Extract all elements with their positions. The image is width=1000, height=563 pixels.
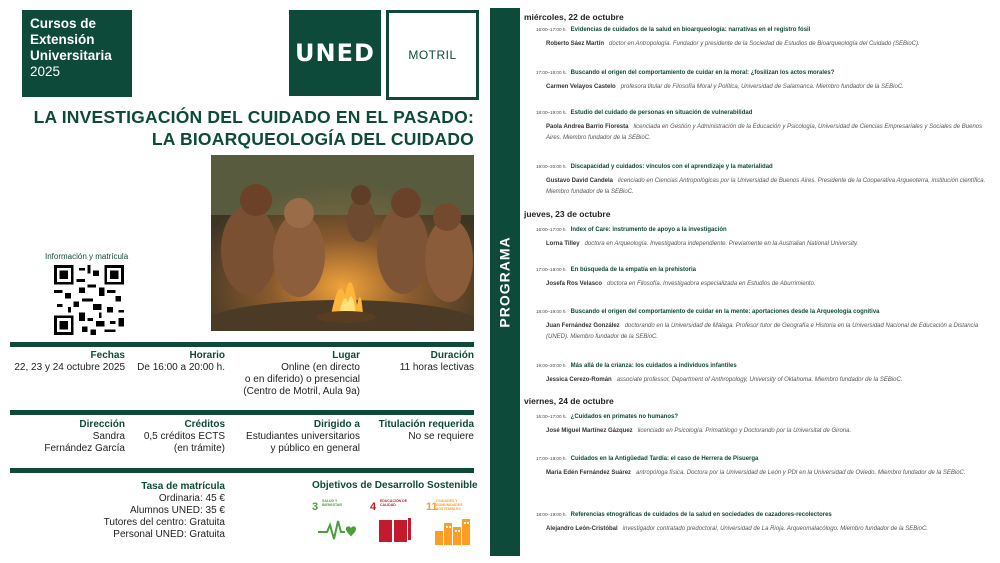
direccion-heading: Dirección xyxy=(79,419,125,430)
speaker-name: Juan Fernández González xyxy=(546,323,620,329)
programa-label: PROGRAMA xyxy=(497,236,514,328)
talk-item xyxy=(536,110,996,144)
day-heading: jueves, 23 de octubre xyxy=(524,209,611,219)
title-line-1: LA INVESTIGACIÓN DEL CUIDADO EN EL PASADO: xyxy=(33,107,474,127)
speaker-affiliation: doctora en Arqueología. Investigadora independiente. Previamente en la Australian National University. xyxy=(584,241,859,247)
duracion-value: 11 horas lectivas xyxy=(399,362,474,373)
speaker-name: Roberto Sáez Martín xyxy=(546,41,605,47)
uned-logo-text: UNED xyxy=(295,39,375,67)
talk-speaker xyxy=(536,426,996,437)
health-heartbeat-icon xyxy=(317,517,357,543)
talk-speaker xyxy=(536,468,996,479)
day-heading: viernes, 24 de octubre xyxy=(524,396,614,406)
talk-title: ¿Cuidados en primates no humanos? xyxy=(570,414,678,420)
fechas-cell xyxy=(10,350,125,374)
talk-title-row xyxy=(536,110,996,116)
sdg-11-label: CIUDADES Y COMUNIDADES SOSTENIBLES xyxy=(436,499,463,511)
day-heading: miércoles, 22 de octubre xyxy=(524,12,624,22)
talk-title: Discapacidad y cuidados: vínculos con el aprendizaje y la materialidad xyxy=(570,164,773,170)
talk-speaker xyxy=(536,279,996,290)
tasa-line-1: Ordinaria: 45 € xyxy=(158,493,225,504)
motril-logo-text: MOTRIL xyxy=(408,48,457,62)
speaker-affiliation: antropóloga física. Doctora por la Universidad de León y PDI en la Universidad de Oviedo. Miembro fundador de la SEBioC. xyxy=(636,470,966,476)
talk-title: En búsqueda de la empatía en la prehistoria xyxy=(570,267,697,273)
lugar-heading: Lugar xyxy=(332,350,360,361)
course-line-1: Cursos de xyxy=(30,16,97,31)
direccion-value-1: Sandra xyxy=(92,431,125,442)
talk-item xyxy=(536,414,996,437)
speaker-affiliation: doctor en Antropología. Fundador y presidente de la Sociedad de Estudios de Bioarqueología del Cuidado (SEBioC). xyxy=(609,41,920,47)
talk-time: 19:00–20:00 h. xyxy=(536,164,567,169)
talk-time: 16:00–17:00 h. xyxy=(536,227,567,232)
uned-logo xyxy=(289,10,381,96)
talk-item xyxy=(536,70,996,93)
talk-title: Buscando el origen del comportamiento de cuidar en la moral: ¿fosilizan los actos morales? xyxy=(570,70,835,76)
talk-item xyxy=(536,27,996,50)
tasa-heading: Tasa de matrícula xyxy=(141,481,225,492)
creditos-value-2: (en trámite) xyxy=(173,443,225,454)
talk-title-row xyxy=(536,309,996,315)
speaker-name: Alejandro León-Cristóbal xyxy=(546,526,618,532)
talk-title: Cuidados en la Antigüedad Tardía: el caso de Herrera de Pisuerga xyxy=(570,456,759,462)
divider-bar xyxy=(10,410,474,415)
title-line-2: LA BIOARQUEOLOGÍA DEL CUIDADO xyxy=(151,129,474,149)
talk-item xyxy=(536,164,996,198)
info-label: Información y matrícula xyxy=(45,252,129,261)
speaker-name: María Edén Fernández Suárez xyxy=(546,470,632,476)
titulacion-value: No se requiere xyxy=(408,431,474,442)
sdg-goal-4 xyxy=(370,497,422,547)
dirigido-value-2: y público en general xyxy=(270,443,360,454)
talk-title: Buscando el origen del comportamiento de cuidar en la mente: aportaciones desde la Arqueología cognitiva xyxy=(570,309,880,315)
duracion-heading: Duración xyxy=(430,350,474,361)
talk-time: 17:00–18:00 h. xyxy=(536,70,567,75)
speaker-affiliation: associate professor, Department of Anthropology, University of Oklahoma. Miembro fundador de la SEBioC. xyxy=(616,377,903,383)
motril-logo xyxy=(386,10,479,100)
talk-title: Más allá de la crianza: los cuidados a individuos infantiles xyxy=(570,363,737,369)
talk-item xyxy=(536,267,996,290)
course-year: 2025 xyxy=(30,64,61,79)
talk-title-row xyxy=(536,227,996,233)
course-badge xyxy=(22,10,132,97)
talk-title: Referencias etnográficas de cuidados de la salud en sociedades de cazadores-recolectores xyxy=(570,512,832,518)
sdg-3-number: 3 xyxy=(312,501,319,513)
speaker-affiliation: investigador contratado predoctoral, Universidad de La Rioja. Arqueomalacólogo. Miembro fundador de la SEBioC. xyxy=(622,526,928,532)
prehistoric-care-illustration xyxy=(211,155,474,331)
talk-title-row xyxy=(536,512,996,518)
fechas-value: 22, 23 y 24 octubre 2025 xyxy=(14,362,125,373)
sdg-goal-11 xyxy=(426,497,478,547)
talk-speaker xyxy=(536,321,996,343)
talk-title: Index of Care: instrumento de apoyo a la investigación xyxy=(570,227,727,233)
talk-time: 18:00–19:00 h. xyxy=(536,309,567,314)
talk-speaker xyxy=(536,39,996,50)
talk-title-row xyxy=(536,363,996,369)
lugar-value-2: o en diferido) o presencial xyxy=(244,374,360,385)
horario-heading: Horario xyxy=(189,350,225,361)
speaker-name: Lorna Tilley xyxy=(546,241,580,247)
titulacion-heading: Titulación requerida xyxy=(378,419,474,430)
sdg-title: Objetivos de Desarrollo Sostenible xyxy=(312,480,478,491)
talk-item xyxy=(536,456,996,479)
sdg-11-number: 11 xyxy=(426,501,438,513)
duracion-cell xyxy=(364,350,474,374)
sdg-4-number: 4 xyxy=(370,501,377,513)
direccion-value-2: Fernández García xyxy=(44,443,125,454)
speaker-name: Paola Andrea Barrio Fioresta xyxy=(546,124,629,130)
divider-bar xyxy=(10,468,474,473)
speaker-affiliation: doctora en Filosofía. Investigadora especializada en Estudios de Aburrimiento. xyxy=(607,281,816,287)
talk-item xyxy=(536,309,996,343)
course-line-2: Extensión xyxy=(30,32,95,47)
qr-code[interactable] xyxy=(54,265,124,335)
speaker-affiliation: doctorando en la Universidad de Málaga. Profesor tutor de Geografía e Historia en la Universidad Nacional de Educación a Distancia (UNED). Miembro fundador de la SEBioC. xyxy=(546,323,979,340)
lugar-cell xyxy=(228,350,360,398)
talk-time: 19:00–20:00 h. xyxy=(536,363,567,368)
fechas-heading: Fechas xyxy=(90,350,125,361)
talk-time: 16:00–17:00 h. xyxy=(536,414,567,419)
talk-time: 17:00–18:00 h. xyxy=(536,267,567,272)
dirigido-cell xyxy=(228,419,360,455)
tasa-line-2: Alumnos UNED: 35 € xyxy=(129,505,225,516)
talk-title-row xyxy=(536,27,996,33)
horario-value: De 16:00 a 20:00 h. xyxy=(137,362,225,373)
talk-title-row xyxy=(536,414,996,420)
talk-time: 16:00–17:00 h. xyxy=(536,27,567,32)
dirigido-value-1: Estudiantes universitarios xyxy=(246,431,360,442)
speaker-affiliation: licenciado en Ciencias Antropológicas por la Universidad de Buenos Aires. Presidente de la Cooperativa Arqueoterra, institución científica. Miembro fundador de la SEBioC. xyxy=(546,178,986,195)
talk-speaker xyxy=(536,524,996,535)
direccion-cell xyxy=(10,419,125,455)
talk-item xyxy=(536,363,996,386)
speaker-affiliation: profesora titular de Filosofía Moral y Política, Universidad de Salamanca. Miembro fundador de la SEBioC. xyxy=(620,84,904,90)
divider-bar xyxy=(10,342,474,347)
sdg-3-label: SALUD Y BIENESTAR xyxy=(322,499,342,507)
speaker-name: Jessica Cerezo-Román xyxy=(546,377,612,383)
speaker-affiliation: licenciada en Gestión y Administración de la Educación y Psicología, Universidad de Ciencias Empresariales y Sociales de Buenos Aires. Miembro fundador de la SEBioC. xyxy=(546,124,983,141)
speaker-name: Josefa Ros Velasco xyxy=(546,281,603,287)
sdg-4-label: EDUCACIÓN DE CALIDAD xyxy=(380,499,408,507)
talk-speaker xyxy=(536,122,996,144)
talk-time: 18:00–19:00 h. xyxy=(536,110,567,115)
programa-label-wrap xyxy=(490,8,520,556)
dirigido-heading: Dirigido a xyxy=(313,419,360,430)
talk-time: 18:00–19:00 h. xyxy=(536,512,567,517)
tasa-line-3: Tutores del centro: Gratuita xyxy=(103,517,225,528)
horario-cell xyxy=(128,350,225,374)
creditos-value-1: 0,5 créditos ECTS xyxy=(143,431,225,442)
book-pencil-icon xyxy=(378,517,412,545)
page-title xyxy=(10,106,474,150)
tasa-cell xyxy=(10,481,225,541)
talk-item xyxy=(536,512,996,535)
talk-title: Estudio del cuidado de personas en situación de vulnerabilidad xyxy=(570,110,753,116)
titulacion-cell xyxy=(364,419,474,443)
talk-time: 17:00–18:00 h. xyxy=(536,456,567,461)
talk-title-row xyxy=(536,70,996,76)
talk-title-row xyxy=(536,164,996,170)
creditos-heading: Créditos xyxy=(184,419,225,430)
sdg-goal-3 xyxy=(312,497,364,547)
speaker-name: Gustavo David Candela xyxy=(546,178,614,184)
talk-title: Evidencias de cuidados de la salud en bioarqueología: narrativas en el registro fósil xyxy=(570,27,811,33)
speaker-name: José Miguel Martínez Gázquez xyxy=(546,428,633,434)
talk-speaker xyxy=(536,82,996,93)
talk-speaker xyxy=(536,176,996,198)
city-buildings-icon xyxy=(435,517,475,545)
speaker-affiliation: licenciado en Psicología. Primatólogo y Doctorando por la Universitat de Girona. xyxy=(637,428,852,434)
talk-speaker xyxy=(536,239,996,250)
lugar-value-1: Online (en directo xyxy=(281,362,360,373)
creditos-cell xyxy=(128,419,225,455)
tasa-line-4: Personal UNED: Gratuita xyxy=(113,529,225,540)
course-line-3: Universitaria xyxy=(30,48,112,63)
talk-item xyxy=(536,227,996,250)
talk-title-row xyxy=(536,456,996,462)
lugar-value-3: (Centro de Motril, Aula 9a) xyxy=(243,386,360,397)
speaker-name: Carmen Velayos Castelo xyxy=(546,84,616,90)
talk-speaker xyxy=(536,375,996,386)
talk-title-row xyxy=(536,267,996,273)
